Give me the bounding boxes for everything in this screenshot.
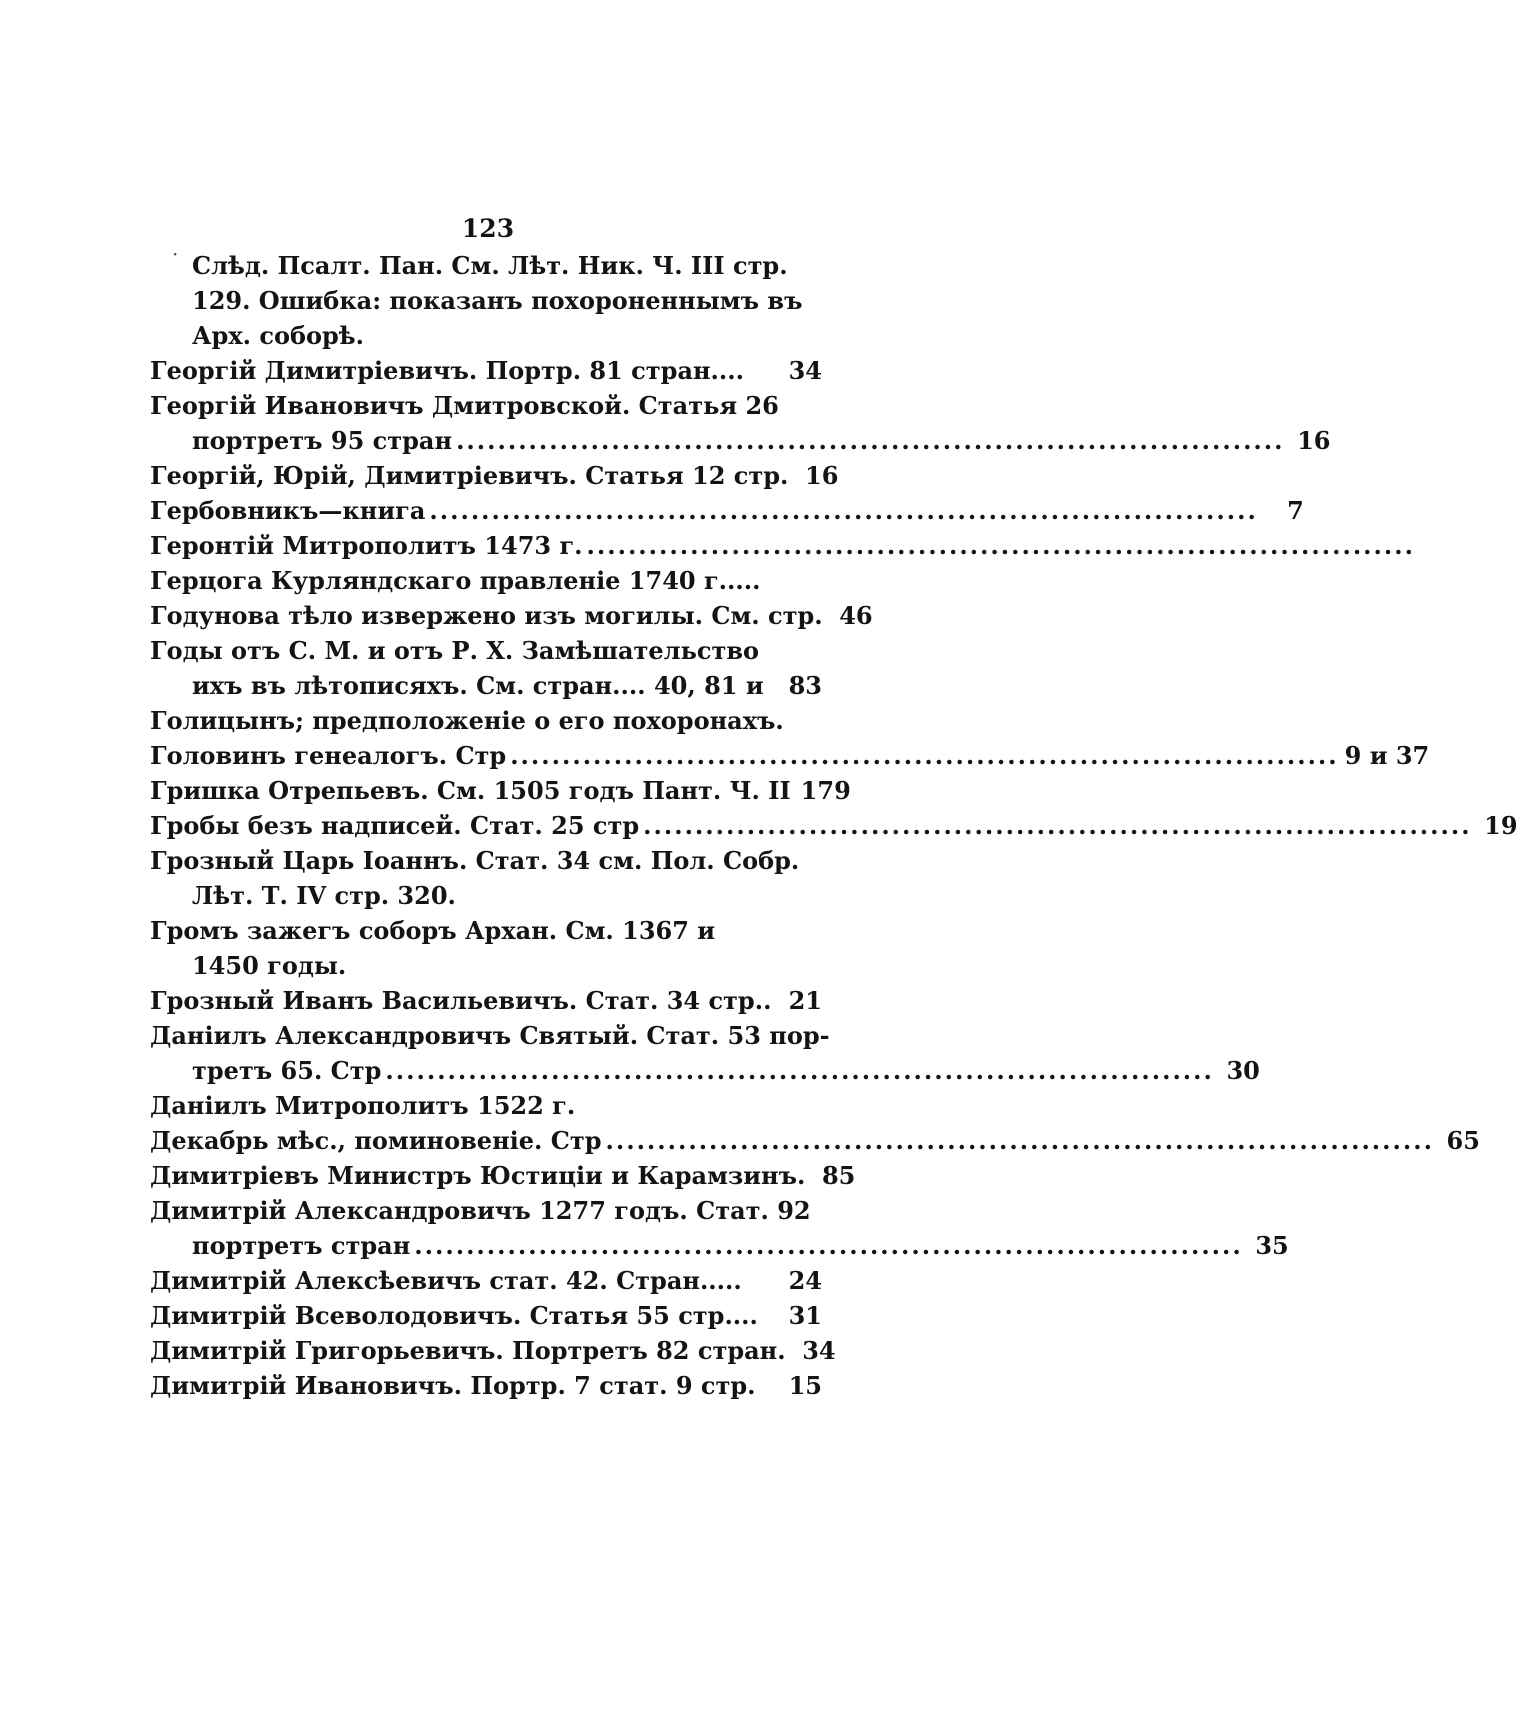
page-reference: 83: [788, 671, 822, 700]
index-entry: [150, 913, 822, 983]
index-list: [150, 248, 1518, 1403]
entry-line: [150, 458, 839, 493]
entry-line: [150, 738, 1430, 773]
entry-continuation-line: [150, 283, 822, 318]
entry-line: [150, 633, 822, 668]
index-entry: [150, 1123, 1480, 1158]
dot-leader: ................................................................................: [605, 1126, 1434, 1155]
index-entry: [150, 983, 822, 1018]
entry-line: [150, 1333, 836, 1368]
index-entry: [150, 808, 1518, 843]
dot-leader: ................................................................................: [456, 426, 1285, 455]
entry-line: [150, 528, 1415, 563]
page-reference: 19: [1484, 811, 1518, 840]
entry-text: Грозный Иванъ Васильевичъ. Стат. 34 стр..: [150, 986, 772, 1015]
entry-text: Георгій Димитріевичъ. Портр. 81 стран....: [150, 356, 744, 385]
entry-line: [150, 703, 822, 738]
dot-leader: ................................................................................: [643, 811, 1472, 840]
index-entry: [150, 1263, 822, 1298]
page-number: 123: [461, 214, 515, 243]
dot-leader: ................................................................................: [510, 741, 1339, 770]
index-entry: [150, 493, 1304, 528]
index-entry: [150, 843, 822, 913]
index-entry: [150, 248, 822, 353]
entry-text: Георгій Ивановичъ Дмитровской. Статья 26: [150, 391, 779, 420]
index-entry: [150, 633, 822, 703]
entry-text: 1450 годы.: [192, 951, 347, 980]
page-reference: 31: [788, 1301, 822, 1330]
entry-line: [150, 983, 822, 1018]
entry-line: [150, 1368, 822, 1403]
entry-text: Лѣт. Т. IV стр. 320.: [192, 881, 456, 910]
entry-line: [150, 913, 822, 948]
entry-continuation-line: [150, 423, 1331, 458]
entry-text: Гербовникъ—книга: [150, 496, 426, 525]
page-reference: 46: [839, 601, 873, 630]
index-entry: [150, 388, 1331, 458]
index-entry: [150, 1298, 822, 1333]
entry-line: [150, 808, 1518, 843]
index-entry: [150, 1193, 1289, 1263]
page-reference: 16: [1297, 426, 1331, 455]
entry-text: Георгій, Юрій, Димитріевичъ. Статья 12 стр.: [150, 461, 789, 490]
entry-text: 129. Ошибка: показанъ похороненнымъ въ: [192, 286, 803, 315]
entry-continuation-line: [150, 318, 822, 353]
entry-text: Годунова тѣло извержено изъ могилы. См. стр.: [150, 601, 823, 630]
dot-leader: ................................................................................: [414, 1231, 1243, 1260]
dot-leader: ................................................................................: [429, 496, 1258, 525]
index-entry: [150, 598, 873, 633]
entry-line: [150, 493, 1304, 528]
entry-line: [150, 1018, 830, 1053]
page-reference: 34: [788, 356, 822, 385]
entry-text: Гришка Отрепьевъ. См. 1505 годъ Пант. Ч. II: [150, 776, 791, 805]
index-entry: [150, 1368, 822, 1403]
page-reference: 21: [788, 986, 822, 1015]
entry-line: [150, 1158, 856, 1193]
entry-text: Годы отъ С. М. и отъ Р. Х. Замѣшательство: [150, 636, 760, 665]
entry-text: Даніилъ Митрополитъ 1522 г.: [150, 1091, 576, 1120]
page-reference: 65: [1446, 1126, 1480, 1155]
entry-text: портретъ 95 стран: [192, 426, 453, 455]
entry-line: [150, 1193, 822, 1228]
entry-text: Димитрій Ивановичъ. Портр. 7 стат. 9 стр.: [150, 1371, 756, 1400]
page-reference: 7: [1287, 496, 1304, 525]
entry-continuation-line: [150, 668, 822, 703]
entry-text: портретъ стран: [192, 1231, 411, 1260]
index-entry: [150, 1088, 822, 1123]
page-reference: 24: [788, 1266, 822, 1295]
entry-line: [150, 1123, 1480, 1158]
entry-line: [150, 248, 822, 283]
entry-line: [150, 388, 822, 423]
page-reference: 9 и 37: [1344, 741, 1430, 770]
entry-text: Голицынъ; предположеніе о его похоронахъ.: [150, 706, 784, 735]
index-entry: [150, 1158, 856, 1193]
entry-text: третъ 65. Стр: [192, 1056, 382, 1085]
entry-line: [150, 353, 822, 388]
index-entry: [150, 563, 822, 598]
entry-line: [150, 1263, 822, 1298]
entry-text: ихъ въ лѣтописяхъ. См. стран.... 40, 81 и: [192, 671, 764, 700]
entry-line: [150, 598, 873, 633]
entry-text: Димитрій Александровичъ 1277 годъ. Стат. 92: [150, 1196, 811, 1225]
page-reference: 179: [800, 776, 851, 805]
page-reference: 16: [805, 461, 839, 490]
entry-text: Геронтій Митрополитъ 1473 г.: [150, 531, 583, 560]
entry-continuation-line: [150, 878, 822, 913]
index-entry: [150, 1018, 1260, 1088]
entry-text: Димитрій Всеволодовичъ. Статья 55 стр....: [150, 1301, 758, 1330]
index-entry: [150, 1333, 836, 1368]
entry-text: Арх. соборѣ.: [192, 321, 364, 350]
entry-text: Головинъ генеалогъ. Стр: [150, 741, 507, 770]
page-reference: 30: [1226, 1056, 1260, 1085]
entry-line: [150, 563, 822, 598]
entry-continuation-line: [150, 1228, 1289, 1263]
entry-text: Громъ зажегъ соборъ Архан. См. 1367 и: [150, 916, 716, 945]
margin-bullet: ·: [172, 242, 179, 266]
page-reference: 15: [788, 1371, 822, 1400]
entry-continuation-line: [150, 948, 822, 983]
entry-text: Гробы безъ надписей. Стат. 25 стр: [150, 811, 640, 840]
entry-text: Слѣд. Псалт. Пан. См. Лѣт. Ник. Ч. III стр.: [192, 251, 788, 280]
entry-line: [150, 773, 851, 808]
index-entry: [150, 703, 822, 738]
page-reference: 85: [821, 1161, 856, 1190]
entry-continuation-line: [150, 1053, 1260, 1088]
entry-line: [150, 1088, 822, 1123]
entry-text: Грозный Царь Іоаннъ. Стат. 34 см. Пол. Собр.: [150, 846, 800, 875]
entry-text: Даніилъ Александровичъ Святый. Стат. 53 пор-: [150, 1021, 830, 1050]
index-entry: [150, 773, 851, 808]
index-entry: [150, 353, 822, 388]
dot-leader: ................................................................................: [586, 531, 1415, 560]
index-entry: [150, 458, 839, 493]
entry-text: Димитрій Григорьевичъ. Портретъ 82 стран.: [150, 1336, 786, 1365]
entry-line: [150, 843, 822, 878]
entry-text: Декабрь мѣс., поминовеніе. Стр: [150, 1126, 602, 1155]
index-entry: [150, 528, 1415, 563]
entry-text: Димитріевъ Министръ Юстиціи и Карамзинъ.: [150, 1161, 806, 1190]
entry-text: Герцога Курляндскаго правленіе 1740 г.....: [150, 566, 761, 595]
index-entry: [150, 738, 1430, 773]
page-reference: 35: [1255, 1231, 1289, 1260]
dot-leader: ................................................................................: [385, 1056, 1214, 1085]
entry-line: [150, 1298, 822, 1333]
page-reference: 34: [802, 1336, 836, 1365]
entry-text: Димитрій Алексѣевичъ стат. 42. Стран.....: [150, 1266, 742, 1295]
